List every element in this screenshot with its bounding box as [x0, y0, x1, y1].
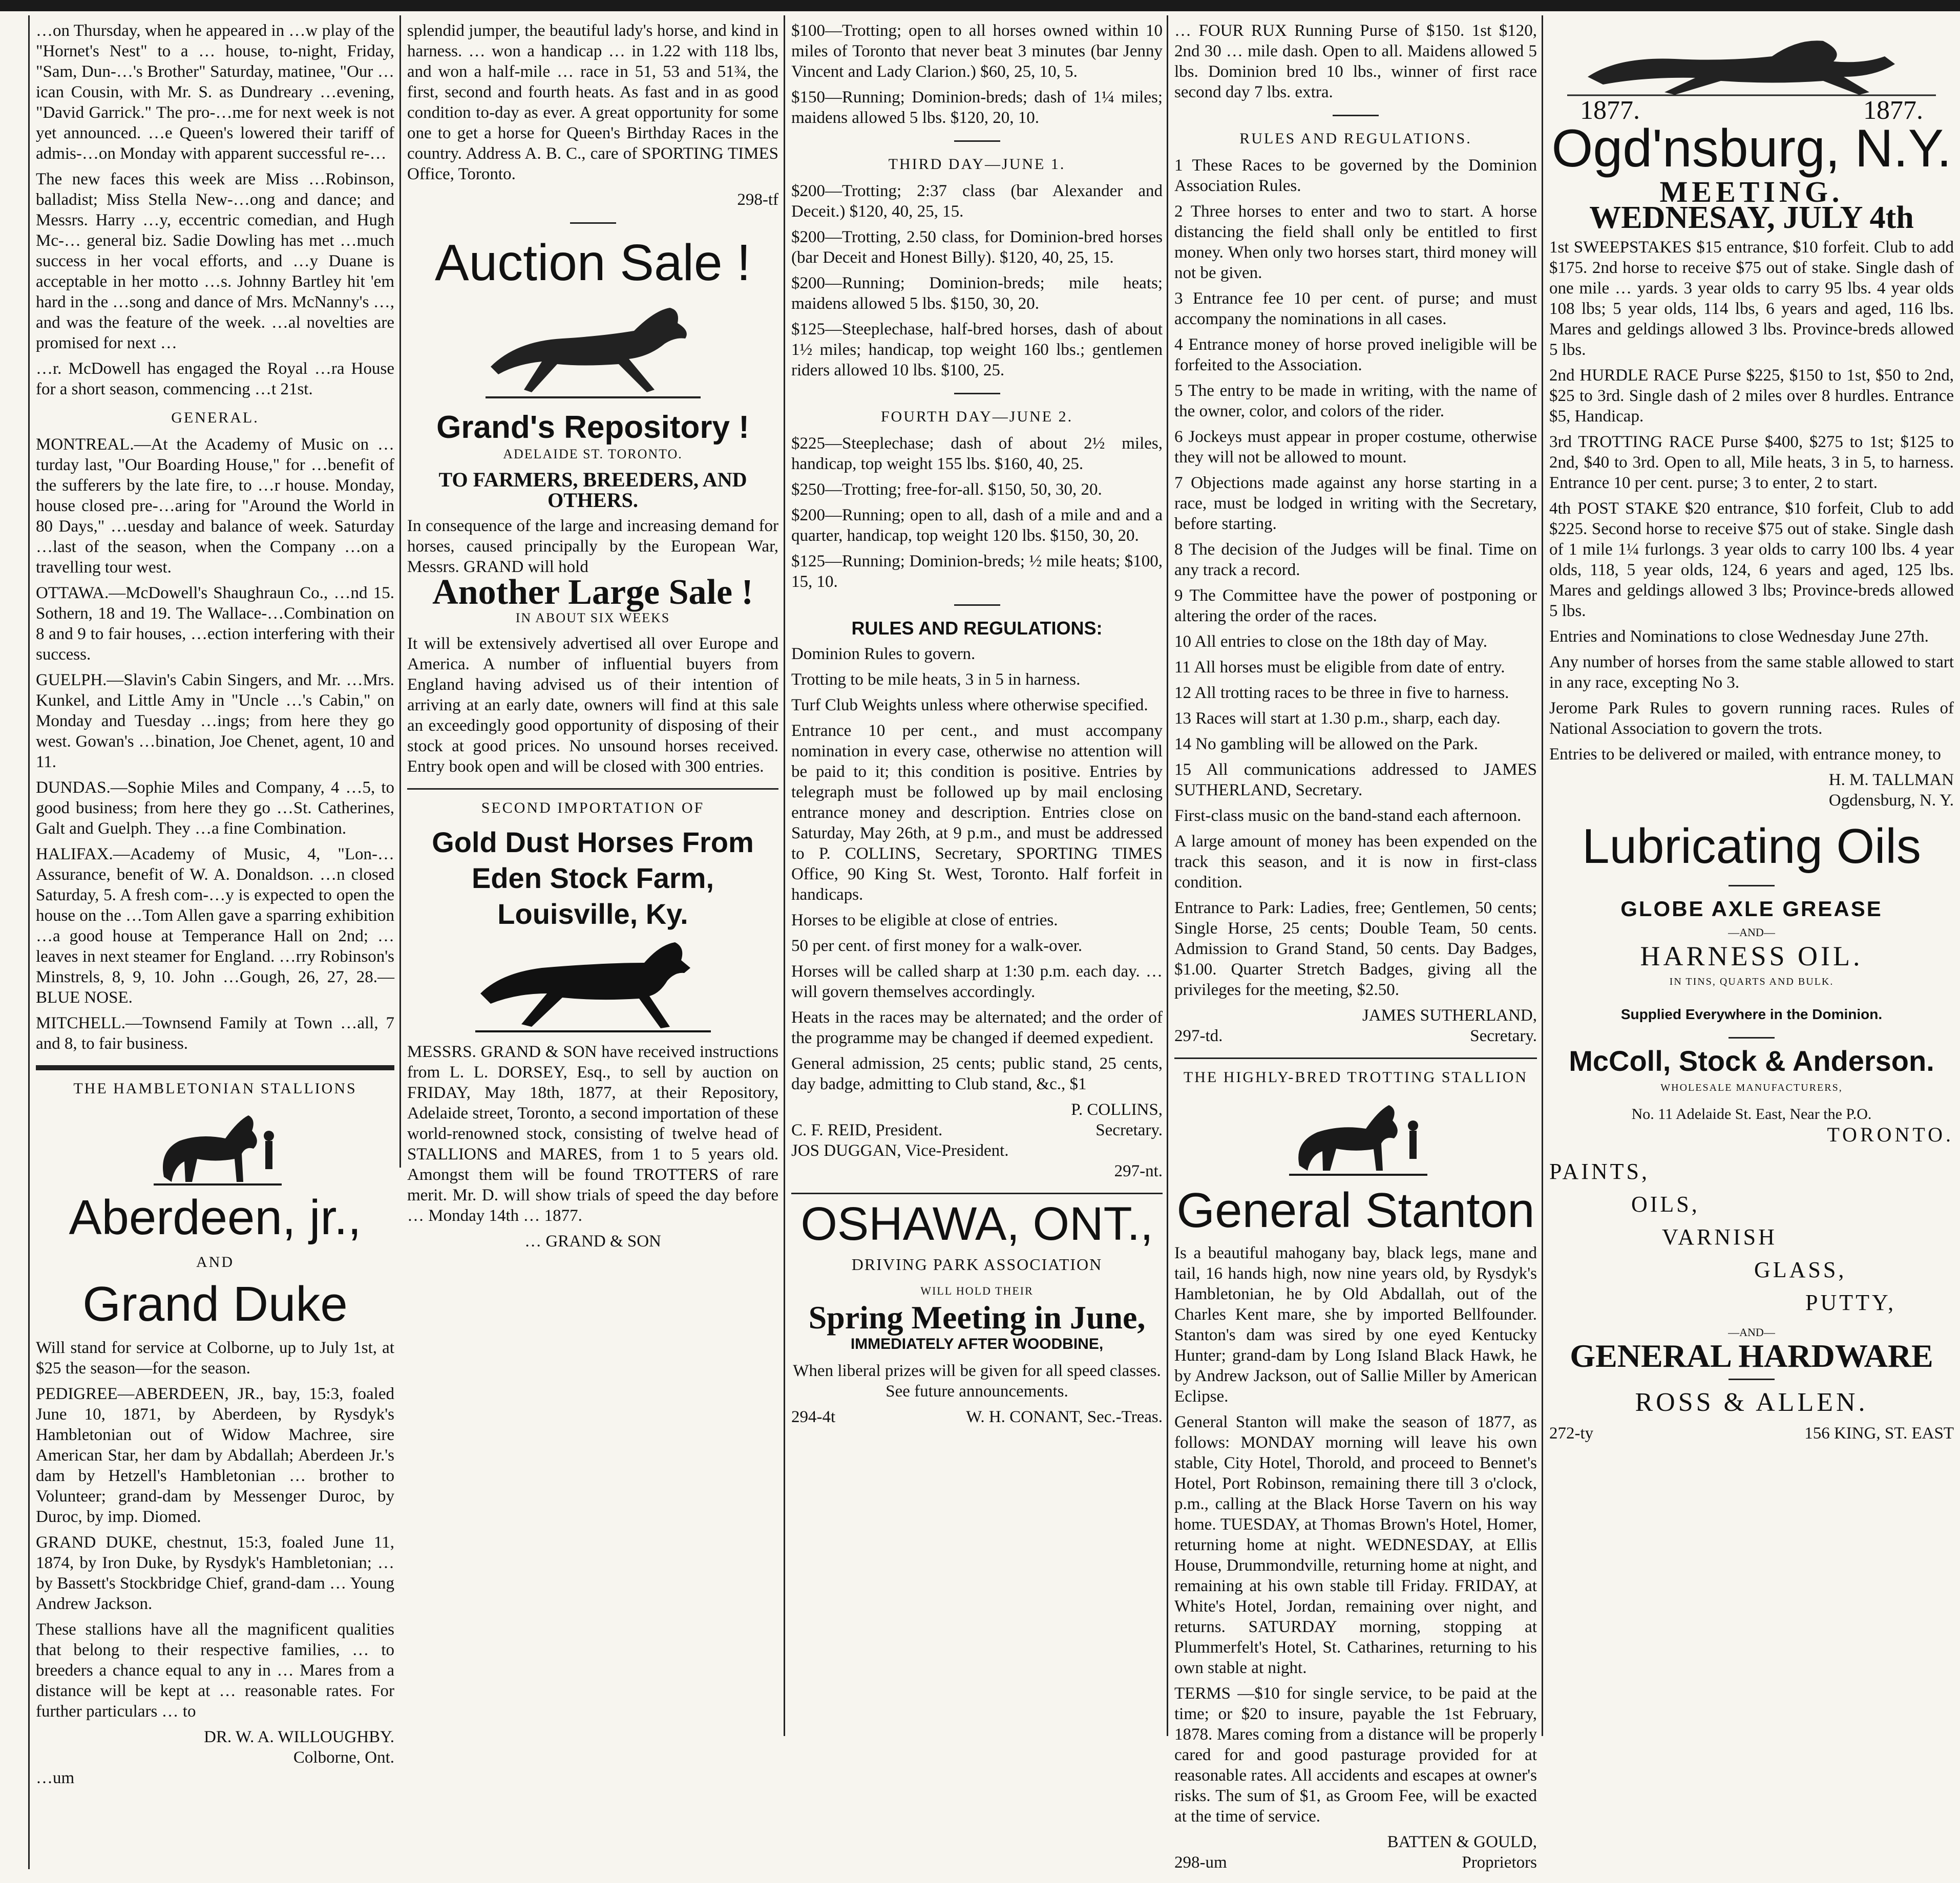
ad-globe-axle-grease: GLOBE AXLE GREASE: [1620, 896, 1883, 921]
notice-paragraph: A large amount of money has been expended on the track this season, and it is now in first-class condition.: [1174, 832, 1537, 892]
heading-rules: RULES AND REGULATIONS.: [1239, 130, 1472, 147]
divider: [954, 604, 1000, 606]
divider: [1333, 115, 1379, 116]
ad-code: 294-4t: [791, 1407, 836, 1426]
notice-paragraph: Any number of horses from the same stable allowed to start in any race, excepting No 3.: [1549, 653, 1954, 692]
signature-president: C. F. REID, President.: [791, 1121, 943, 1139]
stallion-and-groom-icon: [1279, 1094, 1432, 1181]
race-entry: $200—Trotting, 2.50 class, for Dominion-bred horses (bar Deceit and Honest Billy). $120, 40, 25, 15.: [791, 228, 1163, 267]
rule-item: 12 All trotting races to be three in five to harness.: [1174, 684, 1509, 702]
race-entry: 4th POST STAKE $20 entrance, $10 forfeit, Club to add $225. Second horse to receive $75 out of stake. Single dash of 1 mile 1¼ furlongs. 3 year olds to carry 100 lbs. 4 year olds, 118, 5 year olds, 124, 6 years and aged, 125 lbs. Mares and geldings allowed 3 lbs; Province-breds allowed 5 lbs.: [1549, 499, 1954, 621]
section-heading-general: GENERAL.: [171, 409, 259, 426]
signature-row: [791, 1120, 1163, 1140]
ad-title-gold-dust: Gold Dust Horses From Eden Stock Farm, Louisville, Ky.: [432, 826, 754, 930]
rule-item: 6 Jockeys must appear in proper costume, otherwise they will not be allowed to mount.: [1174, 428, 1537, 467]
ad-address: No. 11 Adelaide St. East, Near the P.O.: [1631, 1105, 1872, 1123]
article-paragraph: …r. McDowell has engaged the Royal …ra House for a short season, commencing …t 21st.: [36, 359, 394, 398]
divider: [954, 140, 1000, 142]
ad-and: AND: [196, 1253, 234, 1271]
rule-item: 5 The entry to be made in writing, with the name of the owner, color, and colors of the rider.: [1174, 382, 1537, 420]
rule-item: 9 The Committee have the power of postponing or altering the order of the races.: [1174, 586, 1537, 625]
ad-code: …um: [36, 1768, 75, 1787]
notice-paragraph: First-class music on the band-stand each afternoon.: [1174, 807, 1522, 825]
ad-signature-place: Ogdensburg, N. Y.: [1828, 791, 1954, 810]
trotting-horse-icon: [470, 932, 716, 1034]
article-paragraph: GUELPH.—Slavin's Cabin Singers, and Mr. …Mrs. Kunkel, and Little Amy in "Uncle …'s Cabin," on Monday and Tuesday …ings; from here they go west. Gowan's …bination, Joe Chenet, agent, 10 and 11.: [36, 671, 394, 771]
race-entry: $125—Running; Dominion-breds; ½ mile heats; $100, 15, 10.: [791, 552, 1163, 591]
ad-address: ADELAIDE ST. TORONTO.: [503, 447, 683, 462]
ad-title-aberdeen: Aberdeen, jr.,: [69, 1190, 362, 1245]
ad-title-grands-repository: Grand's Repository !: [436, 410, 749, 445]
race-entry: 1st SWEEPSTAKES $15 entrance, $10 forfeit. Club to add $175. 2nd horse to receive $75 out of stake. Single dash of one mile … yards. 3 year olds to carry 95 lbs. 4 year olds 108 lbs; 5 year olds, 114 lbs, 6 years and aged, 116 lbs. Mares and geldings allowed 3 lbs. Province-breds allowed 5 lbs.: [1549, 238, 1954, 359]
ad-signature-place: Colborne, Ont.: [293, 1748, 394, 1767]
ad-title-another-sale: Another Large Sale !: [432, 573, 753, 612]
ad-title-auction-sale: Auction Sale !: [434, 234, 751, 291]
article-paragraph: DUNDAS.—Sophie Miles and Company, 4 …5, to good business; from here they go …St. Catherines, Galt and Guelph. They …a fine Combination.: [36, 778, 394, 838]
rule-item: 4 Entrance money of horse proved ineligible will be forfeited to the Association.: [1174, 335, 1537, 374]
rule-item: Dominion Rules to govern.: [791, 645, 976, 663]
article-paragraph: MONTREAL.—At the Academy of Music on …turday last, "Our Boarding House," for …benefit of the sufferers by the late fire, to …r house. Monday, house closed pre-…aring for "Around the World in 80 Days," …uesday and balance of week. Saturday …last of the season, when the Company …on a travelling tour west.: [36, 435, 394, 577]
heading-third-day: THIRD DAY—JUNE 1.: [888, 156, 1066, 173]
race-entry: $150—Running; Dominion-breds; dash of 1¼ miles; maidens allowed 5 lbs. $120, 20, 10.: [791, 88, 1163, 127]
race-entry: $200—Running; Dominion-breds; mile heats; maidens allowed 5 lbs. $150, 30, 20.: [791, 274, 1163, 313]
item-paints: PAINTS,: [1549, 1158, 1650, 1184]
ad-footer-row: [1174, 1852, 1537, 1873]
notice-paragraph: Entrance to Park: Ladies, free; Gentlemen, 50 cents; Single Horse, 25 cents; Double Team, 50 cents. Admission to Grand Stand, 50 cents. Day Badges, $1.00. Quarter Stretch Badges, giving all the privileges for the meeting, $2.50.: [1174, 899, 1537, 999]
ad-heading-second-importation: SECOND IMPORTATION OF: [481, 799, 705, 817]
ad-paragraph: PEDIGREE—ABERDEEN, JR., bay, 15:3, foaled June 10, 1871, by Aberdeen, by Rysdyk's Hambletonian out of Widow Machree, sire American Star, her dam by Abdallah; Aberdeen Jr.'s dam by Hetzell's Hambletonian … brother to Volunteer; grand-dam by Messenger Duroc, by Duroc, by imp. Diomed.: [36, 1384, 394, 1526]
signature: JAMES SUTHERLAND,: [1362, 1006, 1537, 1025]
rule-item: 3 Entrance fee 10 per cent. of purse; and must accompany the nominations in all cases.: [1174, 289, 1537, 328]
ad-paragraph: GRAND DUKE, chestnut, 15:3, foaled June 11, 1874, by Iron Duke, by Rysdyk's Hambletonian; … by Bassett's Stockbridge Chief, grand-dam … Young Andrew Jackson.: [36, 1533, 394, 1613]
section-divider: [407, 788, 778, 790]
race-entry: $200—Running; open to all, dash of a mile and and a quarter, handicap, top weight 120 lbs. $150, 30, 20.: [791, 506, 1163, 545]
rule-item: Horses will be called sharp at 1:30 p.m. each day. … will govern themselves accordingly.: [791, 962, 1163, 1001]
ad-address: 156 KING, ST. EAST: [1804, 1424, 1954, 1443]
signature-row: [1174, 1026, 1537, 1046]
ad-meeting: MEETING.: [1659, 175, 1844, 209]
ad-will-hold: WILL HOLD THEIR: [920, 1284, 1034, 1297]
ad-paints-list: [1549, 1155, 1954, 1319]
rule-item: Trotting to be mile heats, 3 in 5 in harness.: [791, 670, 1081, 689]
ad-date-heading: WEDNESAY, JULY 4th: [1589, 200, 1914, 236]
section-divider: [791, 1193, 1163, 1194]
article-paragraph: The new faces this week are Miss …Robinson, balladist; Miss Stella New-…ong and dance; and Messrs. Harry …y, eccentric comedian, and Hugh Mc-… general biz. Sadie Dowling has met …much success in her vocal efforts, and …y Duane is acceptable in her motto …s. Johnny Bartley hit 'em hard in the …song and dance of Mrs. McNanny's …, and was the feature of the week. …al novelties are promised for next …: [36, 170, 394, 352]
ad-paragraph: MESSRS. GRAND & SON have received instructions from L. L. DORSEY, Esq., to sell by auction on FRIDAY, May 18th, 1877, at their Repository, Adelaide street, Toronto, a second importation of these world-renowned stock, consisting of twelve head of STALLIONS and MARES, from 1 to 5 years old. Amongst them will be found TROTTERS of rare merit. Mr. D. will show trials of speed the day before … Monday 14th … 1877.: [407, 1043, 778, 1225]
ad-title-ross-allen: ROSS & ALLEN.: [1635, 1387, 1868, 1417]
rule-item: Horses to be eligible at close of entries.: [791, 911, 1058, 929]
article-paragraph: HALIFAX.—Academy of Music, 4, "Lon-…Assurance, benefit of W. A. Donaldson. …n closed Saturday, 5. A fresh com-…y is expected to open the house on the …Tom Allen gave a sparring exhibition …a good house at Temperance Hall on 2nd; …leaves in next steamer for England. …rry Robinson's Minstrels, 8, 9, 10. John …Gough, 26, 27, 28.—BLUE NOSE.: [36, 845, 394, 1007]
column-auction-ads: [407, 20, 778, 1251]
ad-signature: H. M. TALLMAN: [1828, 771, 1954, 790]
column-theatre-news: [36, 20, 394, 1874]
divider: [1729, 1379, 1775, 1380]
item-varnish: VARNISH: [1662, 1224, 1777, 1250]
ad-title-ogdensburg: Ogd'nsburg, N.Y.: [1551, 119, 1952, 178]
ad-title-general-stanton: General Stanton: [1176, 1183, 1535, 1238]
ad-subtitle-driving-park: DRIVING PARK ASSOCIATION: [851, 1255, 1103, 1274]
race-entry: 3rd TROTTING RACE Purse $400, $275 to 1st; $125 to 2nd, $40 to 3rd. Open to all, Mile heats, 3 in 5, to harness. Entrance 10 per cent. purse; 3 to enter, 2 to start.: [1549, 433, 1954, 493]
horse-and-groom-icon: [143, 1105, 287, 1192]
rule-item: 1 These Races to be governed by the Dominion Association Rules.: [1174, 156, 1537, 195]
ad-paragraph: Will stand for service at Colborne, up to July 1st, at $25 the season—for the season.: [36, 1338, 394, 1378]
ad-paragraph: When liberal prizes will be given for all speed classes. See future announcements.: [793, 1361, 1161, 1401]
race-entry: $200—Trotting; 2:37 class (bar Alexander and Deceit.) $120, 40, 25, 15.: [791, 182, 1163, 221]
column-rule-2: [784, 15, 785, 1736]
race-entry: $250—Trotting; free-for-all. $150, 50, 30, 20.: [791, 480, 1102, 499]
divider: [954, 393, 1000, 394]
rule-item: 13 Races will start at 1.30 p.m., sharp, each day.: [1174, 709, 1501, 728]
ad-code: 272-ty: [1549, 1424, 1594, 1443]
rule-item: 50 per cent. of first money for a walk-over.: [791, 937, 1083, 955]
signature-vice-president: JOS DUGGAN, Vice-President.: [791, 1141, 1009, 1160]
race-entry: $225—Steeplechase; dash of about 2½ miles, handicap, top weight 155 lbs. $160, 40, 25.: [791, 434, 1163, 473]
galloping-horse-icon: [475, 300, 711, 403]
column-rules-stallion: [1174, 20, 1537, 1872]
ad-and: —AND—: [1728, 1325, 1775, 1339]
ad-signature: DR. W. A. WILLOUGHBY.: [204, 1727, 394, 1746]
race-entry: 2nd HURDLE RACE Purse $225, $150 to 1st, $50 to 2nd, $25 to 3rd. Single dash of 2 miles over 8 hurdles. Entrance $5, Handicap.: [1549, 366, 1954, 426]
heading-rules: RULES AND REGULATIONS:: [851, 618, 1103, 639]
ad-title-oshawa: OSHAWA, ONT.,: [800, 1198, 1153, 1250]
item-putty: PUTTY,: [1805, 1289, 1896, 1315]
ad-signature: … GRAND & SON: [524, 1232, 661, 1251]
rule-item: Entrance 10 per cent., and must accompany nomination in every case, otherwise no attention will be paid to it; this condition is positive. Entries by telegraph must be followed up by mail enclosing entrance money and description. Entries close on Saturday, May 26th, at 9 p.m., and must be addressed to P. COLLINS, Secretary, SPORTING TIMES Office, 90 King St. West, Toronto. Half forfeit in handicaps.: [791, 722, 1163, 904]
ad-heading-hambletonian: THE HAMBLETONIAN STALLIONS: [73, 1080, 357, 1097]
race-entry: $100—Trotting; open to all horses owned within 10 miles of Toronto that never beat 3 minutes (bar Jenny Vincent and Lady Clarion.) $60, 25, 10, 5.: [791, 22, 1163, 81]
ad-code: 297-td.: [1174, 1027, 1223, 1045]
heading-fourth-day: FOURTH DAY—JUNE 2.: [880, 408, 1073, 425]
left-gutter-rule: [28, 15, 30, 1869]
ad-paragraph: Is a beautiful mahogany bay, black legs, mane and tail, 16 hands high, now nine years old, by Rysdyk's Hambletonian, he by Old Abdallah, out of the Charles Kent mare, she by imported Bellfounder. Stanton's dam was sired by one eyed Kentucky Hunter; grand-dam by Long Island Black Hawk, he by Andrew Jackson, out of Sallie Miller by American Eclipse.: [1174, 1243, 1537, 1406]
ad-heading-stallion: THE HIGHLY-BRED TROTTING STALLION: [1183, 1069, 1528, 1086]
ad-supplied: Supplied Everywhere in the Dominion.: [1620, 1006, 1883, 1022]
article-paragraph: …on Thursday, when he appeared in …w play of the "Hornet's Nest" to a … house, to-night, Friday, "Sam, Dun-…'s Brother" Saturday, matinee, "Our …ican Cousin, with Mr. S. as Dundreary …evening, "David Garrick." The pro-…me for next week is not yet announced. …e Queen's lowered their tariff of admis-…on Monday with apparent successful re-…: [36, 22, 394, 163]
column-rule-1: [399, 15, 401, 1168]
ad-title-spring-meeting: Spring Meeting in June,: [808, 1299, 1146, 1336]
column-rule-3: [1167, 15, 1168, 1736]
section-divider: [1174, 1057, 1537, 1059]
ad-paragraph: In consequence of the large and increasing demand for horses, caused principally by the European War, Messrs. GRAND will hold: [407, 517, 778, 577]
notice-paragraph: Entries and Nominations to close Wednesday June 27th.: [1549, 627, 1929, 646]
ad-harness-oil: HARNESS OIL.: [1640, 940, 1863, 971]
ad-city: TORONTO.: [1827, 1123, 1954, 1146]
ad-code: 298-tf: [737, 191, 778, 209]
rule-item: 7 Objections made against any horse starting in a race, must be lodged in writing with the Secretary, before starting.: [1174, 474, 1537, 533]
ad-paragraph: General Stanton will make the season of 1877, as follows: MONDAY morning will leave his own stable, City Hotel, Thorold, and proceed to Bennet's Hotel, Port Robinson, remaining there till 3 o'clock, p.m., calling at the Black Horse Tavern on his way home. TUESDAY, at Thomas Brown's Hotel, Homer, returning home at night. WEDNESDAY, at Ellis House, Drummondville, returning home at night, and remaining at his own stable till Friday. FRIDAY, at White's Hotel, Jordan, remaining over night, and returns. SATURDAY morning, stopping at Plummerfelt's Hotel, St. Catharines, returning to his own stable at night.: [1174, 1412, 1537, 1677]
item-oils: OILS,: [1631, 1191, 1700, 1217]
rule-item: 8 The decision of the Judges will be final. Time on any track a record.: [1174, 540, 1537, 579]
section-divider: [36, 1065, 394, 1070]
ad-title-lubricating-oils: Lubricating Oils: [1582, 819, 1921, 874]
rule-item: 10 All entries to close on the 18th day of May.: [1174, 632, 1487, 651]
race-entry: … FOUR RUX Running Purse of $150. 1st $120, 2nd 30 … mile dash. Open to all. Maidens allowed 5 lbs. Dominion bred 10 lbs., winner of first race second day 7 lbs. extra.: [1174, 22, 1537, 101]
divider: [1729, 1037, 1775, 1039]
ad-six-weeks: IN ABOUT SIX WEEKS: [515, 610, 670, 626]
rule-item: 15 All communications addressed to JAMES SUTHERLAND, Secretary.: [1174, 760, 1537, 799]
ad-wholesale: WHOLESALE MANUFACTURERS,: [1660, 1082, 1843, 1093]
ad-code: 298-um: [1174, 1853, 1227, 1872]
signature: P. COLLINS,: [1071, 1101, 1163, 1119]
ad-paragraph: These stallions have all the magnificent qualities that belong to their respective families, … to breeders a chance equal to any in … Mares from a distance will be kept at … reasonable rates. For further particulars … to: [36, 1620, 394, 1721]
divider: [1729, 885, 1775, 886]
notice-paragraph: Jerome Park Rules to govern running races. Rules of National Association to govern the trots.: [1549, 699, 1954, 738]
ad-title-mccoll: McColl, Stock & Anderson.: [1569, 1044, 1934, 1077]
rule-item: General admission, 25 cents; public stand, 25 cents, day badge, admitting to Club stand, &c., $1: [791, 1054, 1163, 1093]
rule-item: 11 All horses must be eligible from date of entry.: [1174, 658, 1505, 676]
signature-secretary: Secretary.: [1470, 1027, 1537, 1045]
rule-item: Heats in the races may be alternated; and the order of the programme may be changed if deemed expedient.: [791, 1008, 1163, 1047]
ad-title-general-hardware: GENERAL HARDWARE: [1570, 1337, 1933, 1374]
rule-item: Turf Club Weights unless where otherwise specified.: [791, 696, 1148, 714]
top-edge-bar: [0, 0, 1960, 11]
ad-signature-role: Proprietors: [1462, 1853, 1537, 1872]
ad-paragraph: It will be extensively advertised all over Europe and America. A number of influential buyers from England having advised us of their intention of arriving at an early date, owners will find at this sale an exceedingly good opportunity of disposing of their stock at good prices. No unsound horses received. Entry book open and will be closed with 300 entries.: [407, 634, 778, 776]
ad-title-grand-duke: Grand Duke: [82, 1276, 348, 1331]
ad-footer-row: [791, 1407, 1163, 1427]
ad-signature: W. H. CONANT, Sec.-Treas.: [966, 1407, 1163, 1426]
article-paragraph: MITCHELL.—Townsend Family at Town …all, 7 and 8, to fair business.: [36, 1014, 394, 1053]
race-entry: $125—Steeplechase, half-bred horses, dash of about 1½ miles; handicap, top weight 160 lbs.; gentlemen riders allowed 10 lbs. $100, 25.: [791, 320, 1163, 379]
ad-tins-quarts: IN TINS, QUARTS AND BULK.: [1669, 976, 1834, 987]
ad-footer-row: [1549, 1423, 1954, 1444]
year-row: [1549, 96, 1954, 125]
racing-horse-banner-icon: [1557, 20, 1946, 97]
ad-paragraph: splendid jumper, the beautiful lady's horse, and kind in harness. … won a handicap … in 1.22 with 118 lbs, and won a half-mile … race in 51, 53 and 51¾, the first, second and fourth heats. As fast and in as good condition to-day as ever. A great opportunity for some one to get a horse for Queen's Birthday Races in the country. Address A. B. C., care of SPORTING TIMES Office, Toronto.: [407, 22, 778, 183]
article-paragraph: OTTAWA.—McDowell's Shaughraun Co., …nd 15. Sothern, 18 and 19. The Wallace-…Combination on 8 and 9 to fair houses, …ection interfering with their success.: [36, 584, 394, 664]
ad-code: 297-nt.: [1114, 1162, 1163, 1180]
column-race-programme: [791, 20, 1163, 1741]
column-ogdensburg-ads: [1549, 20, 1954, 1751]
rule-item: 2 Three horses to enter and two to start. A horse distancing the field shall only be entitled to first money. When only two horses start, third money will not be given.: [1174, 202, 1537, 282]
rule-item: 14 No gambling will be allowed on the Park.: [1174, 735, 1478, 753]
ad-paragraph: TERMS —$10 for single service, to be paid at the time; or $20 to insure, payable the 1st February, 1878. Mares coming from a distance will be properly cared for and good pasturage provided for at reasonable rates. All accidents and escapes at owner's risks. The sum of $1, as Groom Fee, will be exacted at the time of service.: [1174, 1684, 1537, 1826]
divider: [570, 222, 616, 224]
notice-paragraph: Entries to be delivered or mailed, with entrance money, to: [1549, 745, 1941, 764]
column-rule-4: [1542, 15, 1543, 1736]
ad-signature: BATTEN & GOULD,: [1387, 1832, 1537, 1851]
item-glass: GLASS,: [1754, 1257, 1847, 1282]
signature-secretary: Secretary.: [1095, 1121, 1163, 1139]
ad-immediately: IMMEDIATELY AFTER WOODBINE,: [850, 1335, 1104, 1352]
year-right: 1877.: [1863, 96, 1923, 125]
ad-subtitle-farmers: TO FARMERS, BREEDERS, AND OTHERS.: [438, 468, 747, 512]
year-left: 1877.: [1580, 96, 1640, 125]
ad-and: —AND—: [1728, 925, 1775, 939]
